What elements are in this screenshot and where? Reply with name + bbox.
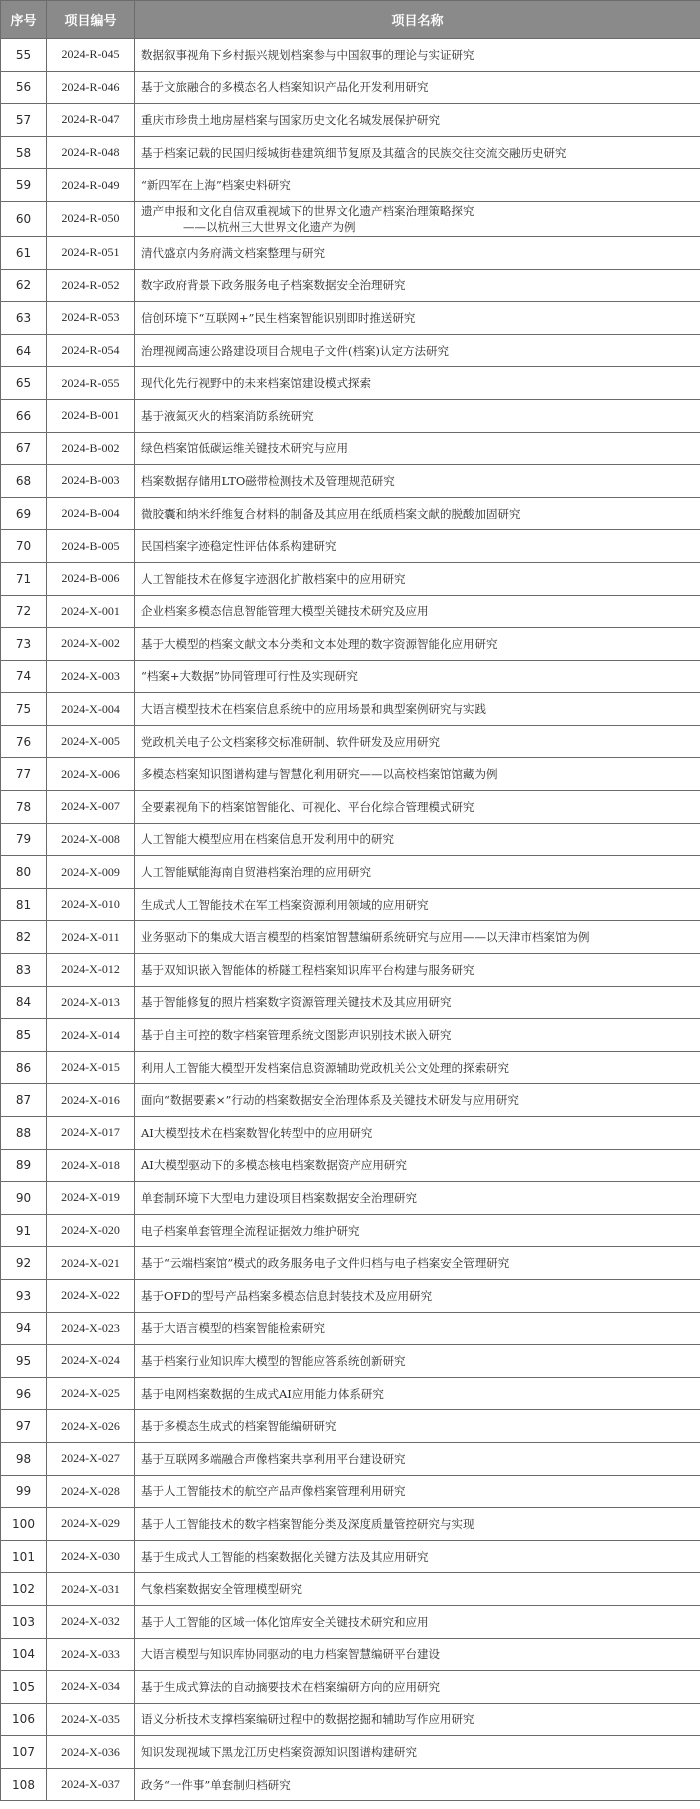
row-code: 2024-X-037: [47, 1768, 135, 1801]
table-row: [1, 465, 700, 498]
row-seq: 90: [1, 1182, 47, 1215]
row-name: 基于液氮灭火的档案消防系统研究: [135, 399, 700, 432]
table-row: [1, 823, 700, 856]
row-seq: 94: [1, 1312, 47, 1345]
table-row: [1, 1442, 700, 1475]
row-name: 单套制环境下大型电力建设项目档案数据安全治理研究: [135, 1182, 700, 1215]
table-row: [1, 562, 700, 595]
row-code: 2024-B-004: [47, 497, 135, 530]
row-code: 2024-X-026: [47, 1410, 135, 1443]
row-code: 2024-X-001: [47, 595, 135, 628]
row-name: 全要素视角下的档案馆智能化、可视化、平台化综合管理模式研究: [135, 791, 700, 824]
row-seq: 76: [1, 725, 47, 758]
header-code: 项目编号: [47, 1, 135, 39]
row-name: 基于自主可控的数字档案管理系统文图影声识别技术嵌入研究: [135, 1019, 700, 1052]
row-code: 2024-X-022: [47, 1279, 135, 1312]
row-seq: 59: [1, 169, 47, 202]
row-name: 基于电网档案数据的生成式AI应用能力体系研究: [135, 1377, 700, 1410]
row-code: 2024-R-050: [47, 201, 135, 236]
table-row: [1, 1312, 700, 1345]
table-body: [1, 39, 700, 1801]
row-code: 2024-R-046: [47, 71, 135, 104]
table-row: [1, 1345, 700, 1378]
row-name: 基于文旅融合的多模态名人档案知识产品化开发利用研究: [135, 71, 700, 104]
row-name: 基于大语言模型的档案智能检索研究: [135, 1312, 700, 1345]
row-name: 基于多模态生成式的档案智能编研研究: [135, 1410, 700, 1443]
row-seq: 74: [1, 660, 47, 693]
row-code: 2024-X-006: [47, 758, 135, 791]
row-code: 2024-X-012: [47, 954, 135, 987]
table-row: [1, 1247, 700, 1280]
row-name: 人工智能大模型应用在档案信息开发利用中的研究: [135, 823, 700, 856]
table-row: [1, 432, 700, 465]
row-seq: 65: [1, 367, 47, 400]
row-seq: 73: [1, 628, 47, 661]
table-row: [1, 954, 700, 987]
table-row: [1, 497, 700, 530]
row-code: 2024-X-035: [47, 1703, 135, 1736]
table-row: [1, 1573, 700, 1606]
row-code: 2024-X-019: [47, 1182, 135, 1215]
row-name: AI大模型驱动下的多模态核电档案数据资产应用研究: [135, 1149, 700, 1182]
row-code: 2024-B-006: [47, 562, 135, 595]
row-name: 生成式人工智能技术在军工档案资源利用领域的应用研究: [135, 888, 700, 921]
table-row: [1, 367, 700, 400]
row-seq: 99: [1, 1475, 47, 1508]
table-row: [1, 71, 700, 104]
row-code: 2024-X-025: [47, 1377, 135, 1410]
table-row: [1, 1084, 700, 1117]
row-name: 清代盛京内务府满文档案整理与研究: [135, 236, 700, 269]
row-code: 2024-X-010: [47, 888, 135, 921]
row-name: 语义分析技术支撑档案编研过程中的数据挖掘和辅助写作应用研究: [135, 1703, 700, 1736]
row-seq: 95: [1, 1345, 47, 1378]
row-code: 2024-X-021: [47, 1247, 135, 1280]
row-code: 2024-X-007: [47, 791, 135, 824]
row-code: 2024-X-002: [47, 628, 135, 661]
row-name: 大语言模型与知识库协同驱动的电力档案智慧编研平台建设: [135, 1638, 700, 1671]
table-row: [1, 1182, 700, 1215]
table-row: [1, 169, 700, 202]
table-row: [1, 1540, 700, 1573]
row-name: 基于人工智能的区域一体化馆库安全关键技术研究和应用: [135, 1605, 700, 1638]
table-row: [1, 595, 700, 628]
row-seq: 97: [1, 1410, 47, 1443]
row-name: 基于互联网多端融合声像档案共享利用平台建设研究: [135, 1442, 700, 1475]
row-name: 气象档案数据安全管理模型研究: [135, 1573, 700, 1606]
row-code: 2024-X-004: [47, 693, 135, 726]
table-row: [1, 856, 700, 889]
row-seq: 69: [1, 497, 47, 530]
row-seq: 108: [1, 1768, 47, 1801]
table-row: [1, 791, 700, 824]
row-code: 2024-X-015: [47, 1051, 135, 1084]
row-seq: 82: [1, 921, 47, 954]
table-header-row: [1, 1, 700, 39]
row-seq: 84: [1, 986, 47, 1019]
row-seq: 60: [1, 201, 47, 236]
row-seq: 105: [1, 1671, 47, 1704]
row-name: 基于双知识嵌入智能体的桥隧工程档案知识库平台构建与服务研究: [135, 954, 700, 987]
table-row: [1, 628, 700, 661]
table-row: [1, 334, 700, 367]
row-name: 基于档案行业知识库大模型的智能应答系统创新研究: [135, 1345, 700, 1378]
row-code: 2024-R-053: [47, 302, 135, 335]
row-name: 民国档案字迹稳定性评估体系构建研究: [135, 530, 700, 563]
row-seq: 87: [1, 1084, 47, 1117]
row-seq: 55: [1, 39, 47, 72]
table-row: [1, 104, 700, 137]
row-seq: 100: [1, 1508, 47, 1541]
row-seq: 78: [1, 791, 47, 824]
row-seq: 101: [1, 1540, 47, 1573]
row-code: 2024-B-002: [47, 432, 135, 465]
row-code: 2024-R-045: [47, 39, 135, 72]
table-row: [1, 1736, 700, 1769]
row-code: 2024-X-018: [47, 1149, 135, 1182]
row-seq: 75: [1, 693, 47, 726]
row-name-line2: ——以杭州三大世界文化遗产为例: [183, 219, 356, 234]
row-name: 知识发现视域下黑龙江历史档案资源知识图谱构建研究: [135, 1736, 700, 1769]
row-seq: 103: [1, 1605, 47, 1638]
row-code: 2024-X-003: [47, 660, 135, 693]
row-code: 2024-X-030: [47, 1540, 135, 1573]
row-name: 基于“云端档案馆”模式的政务服务电子文件归档与电子档案安全管理研究: [135, 1247, 700, 1280]
row-name: 基于智能修复的照片档案数字资源管理关键技术及其应用研究: [135, 986, 700, 1019]
row-name: 业务驱动下的集成大语言模型的档案馆智慧编研系统研究与应用——以天津市档案馆为例: [135, 921, 700, 954]
table-row: [1, 1019, 700, 1052]
table-row: [1, 1214, 700, 1247]
table-row: [1, 1475, 700, 1508]
row-code: 2024-R-052: [47, 269, 135, 302]
table-row: [1, 758, 700, 791]
row-name: 党政机关电子公文档案移交标准研制、软件研发及应用研究: [135, 725, 700, 758]
row-name: 面向“数据要素×”行动的档案数据安全治理体系及关键技术研发与应用研究: [135, 1084, 700, 1117]
row-seq: 62: [1, 269, 47, 302]
row-seq: 68: [1, 465, 47, 498]
row-seq: 86: [1, 1051, 47, 1084]
table-row: [1, 693, 700, 726]
table-row: [1, 269, 700, 302]
row-seq: 80: [1, 856, 47, 889]
row-code: 2024-R-047: [47, 104, 135, 137]
row-code: 2024-R-048: [47, 136, 135, 169]
table-row: [1, 1149, 700, 1182]
row-seq: 56: [1, 71, 47, 104]
table-row: [1, 136, 700, 169]
row-name: AI大模型技术在档案数智化转型中的应用研究: [135, 1117, 700, 1150]
row-code: 2024-X-011: [47, 921, 135, 954]
table-row: [1, 1508, 700, 1541]
row-seq: 98: [1, 1442, 47, 1475]
row-code: 2024-X-013: [47, 986, 135, 1019]
row-name: 电子档案单套管理全流程证据效力维护研究: [135, 1214, 700, 1247]
row-seq: 88: [1, 1117, 47, 1150]
row-seq: 102: [1, 1573, 47, 1606]
row-seq: 79: [1, 823, 47, 856]
row-code: 2024-R-055: [47, 367, 135, 400]
row-name: 大语言模型技术在档案信息系统中的应用场景和典型案例研究与实践: [135, 693, 700, 726]
row-name: 绿色档案馆低碳运维关键技术研究与应用: [135, 432, 700, 465]
row-code: 2024-X-029: [47, 1508, 135, 1541]
row-name: 微胶囊和纳米纤维复合材料的制备及其应用在纸质档案文献的脱酸加固研究: [135, 497, 700, 530]
row-name: 现代化先行视野中的未来档案馆建设模式探索: [135, 367, 700, 400]
table-row: [1, 39, 700, 72]
row-code: 2024-R-054: [47, 334, 135, 367]
row-code: 2024-B-005: [47, 530, 135, 563]
table-row: [1, 1410, 700, 1443]
row-name: 基于档案记载的民国归绥城街巷建筑细节复原及其蕴含的民族交往交流交融历史研究: [135, 136, 700, 169]
row-name: “档案+大数据”协同管理可行性及实现研究: [135, 660, 700, 693]
row-name: 多模态档案知识图谱构建与智慧化利用研究——以高校档案馆馆藏为例: [135, 758, 700, 791]
row-code: 2024-R-049: [47, 169, 135, 202]
row-name: 数字政府背景下政务服务电子档案数据安全治理研究: [135, 269, 700, 302]
table-row: [1, 725, 700, 758]
header-seq: 序号: [1, 1, 47, 39]
row-code: 2024-X-027: [47, 1442, 135, 1475]
row-code: 2024-X-033: [47, 1638, 135, 1671]
table-row: [1, 399, 700, 432]
row-seq: 83: [1, 954, 47, 987]
row-seq: 67: [1, 432, 47, 465]
row-name: 治理视阈高速公路建设项目合规电子文件(档案)认定方法研究: [135, 334, 700, 367]
row-name-line1: 遗产申报和文化自信双重视域下的世界文化遗产档案治理策略探究: [141, 203, 475, 218]
table-row: [1, 201, 700, 236]
row-code: 2024-X-032: [47, 1605, 135, 1638]
row-seq: 106: [1, 1703, 47, 1736]
row-name: 基于大模型的档案文献文本分类和文本处理的数字资源智能化应用研究: [135, 628, 700, 661]
table-row: [1, 1703, 700, 1736]
table-row: [1, 1279, 700, 1312]
row-code: 2024-X-028: [47, 1475, 135, 1508]
row-code: 2024-X-014: [47, 1019, 135, 1052]
table-row: [1, 888, 700, 921]
row-name: 利用人工智能大模型开发档案信息资源辅助党政机关公文处理的探索研究: [135, 1051, 700, 1084]
row-name: “新四军在上海”档案史料研究: [135, 169, 700, 202]
row-name: 数据叙事视角下乡村振兴规划档案参与中国叙事的理论与实证研究: [135, 39, 700, 72]
row-name: 基于人工智能技术的航空产品声像档案管理利用研究: [135, 1475, 700, 1508]
header-name: 项目名称: [135, 1, 700, 39]
row-seq: 66: [1, 399, 47, 432]
table-row: [1, 302, 700, 335]
row-seq: 93: [1, 1279, 47, 1312]
table-row: [1, 1768, 700, 1801]
row-code: 2024-B-003: [47, 465, 135, 498]
row-name: 人工智能技术在修复字迹洇化扩散档案中的应用研究: [135, 562, 700, 595]
row-seq: 64: [1, 334, 47, 367]
row-seq: 72: [1, 595, 47, 628]
row-code: 2024-X-023: [47, 1312, 135, 1345]
row-name: 基于OFD的型号产品档案多模态信息封装技术及应用研究: [135, 1279, 700, 1312]
row-code: 2024-X-036: [47, 1736, 135, 1769]
table-row: [1, 236, 700, 269]
row-name: 信创环境下“互联网+”民生档案智能识别即时推送研究: [135, 302, 700, 335]
row-seq: 77: [1, 758, 47, 791]
row-name: 企业档案多模态信息智能管理大模型关键技术研究及应用: [135, 595, 700, 628]
table-row: [1, 1638, 700, 1671]
table-row: [1, 530, 700, 563]
row-name: [135, 201, 700, 236]
row-code: 2024-X-005: [47, 725, 135, 758]
row-seq: 61: [1, 236, 47, 269]
row-seq: 85: [1, 1019, 47, 1052]
table-row: [1, 1051, 700, 1084]
row-seq: 58: [1, 136, 47, 169]
table-row: [1, 1377, 700, 1410]
row-code: 2024-X-024: [47, 1345, 135, 1378]
row-seq: 70: [1, 530, 47, 563]
table-row: [1, 986, 700, 1019]
row-seq: 91: [1, 1214, 47, 1247]
row-code: 2024-X-008: [47, 823, 135, 856]
row-seq: 107: [1, 1736, 47, 1769]
row-code: 2024-R-051: [47, 236, 135, 269]
table-row: [1, 1117, 700, 1150]
row-name: 重庆市珍贵土地房屋档案与国家历史文化名城发展保护研究: [135, 104, 700, 137]
row-code: 2024-B-001: [47, 399, 135, 432]
row-name: 政务“一件事”单套制归档研究: [135, 1768, 700, 1801]
row-name: 基于生成式人工智能的档案数据化关键方法及其应用研究: [135, 1540, 700, 1573]
row-code: 2024-X-020: [47, 1214, 135, 1247]
row-name: 人工智能赋能海南自贸港档案治理的应用研究: [135, 856, 700, 889]
row-seq: 92: [1, 1247, 47, 1280]
row-seq: 71: [1, 562, 47, 595]
table-row: [1, 1605, 700, 1638]
row-name: 基于生成式算法的自动摘要技术在档案编研方向的应用研究: [135, 1671, 700, 1704]
row-seq: 96: [1, 1377, 47, 1410]
table-row: [1, 660, 700, 693]
row-code: 2024-X-009: [47, 856, 135, 889]
table-row: [1, 921, 700, 954]
row-code: 2024-X-017: [47, 1117, 135, 1150]
row-seq: 63: [1, 302, 47, 335]
row-name: 基于人工智能技术的数字档案智能分类及深度质量管控研究与实现: [135, 1508, 700, 1541]
row-code: 2024-X-034: [47, 1671, 135, 1704]
row-code: 2024-X-031: [47, 1573, 135, 1606]
row-code: 2024-X-016: [47, 1084, 135, 1117]
row-seq: 57: [1, 104, 47, 137]
row-seq: 81: [1, 888, 47, 921]
row-seq: 104: [1, 1638, 47, 1671]
row-seq: 89: [1, 1149, 47, 1182]
table-row: [1, 1671, 700, 1704]
row-name: 档案数据存储用LTO磁带检测技术及管理规范研究: [135, 465, 700, 498]
